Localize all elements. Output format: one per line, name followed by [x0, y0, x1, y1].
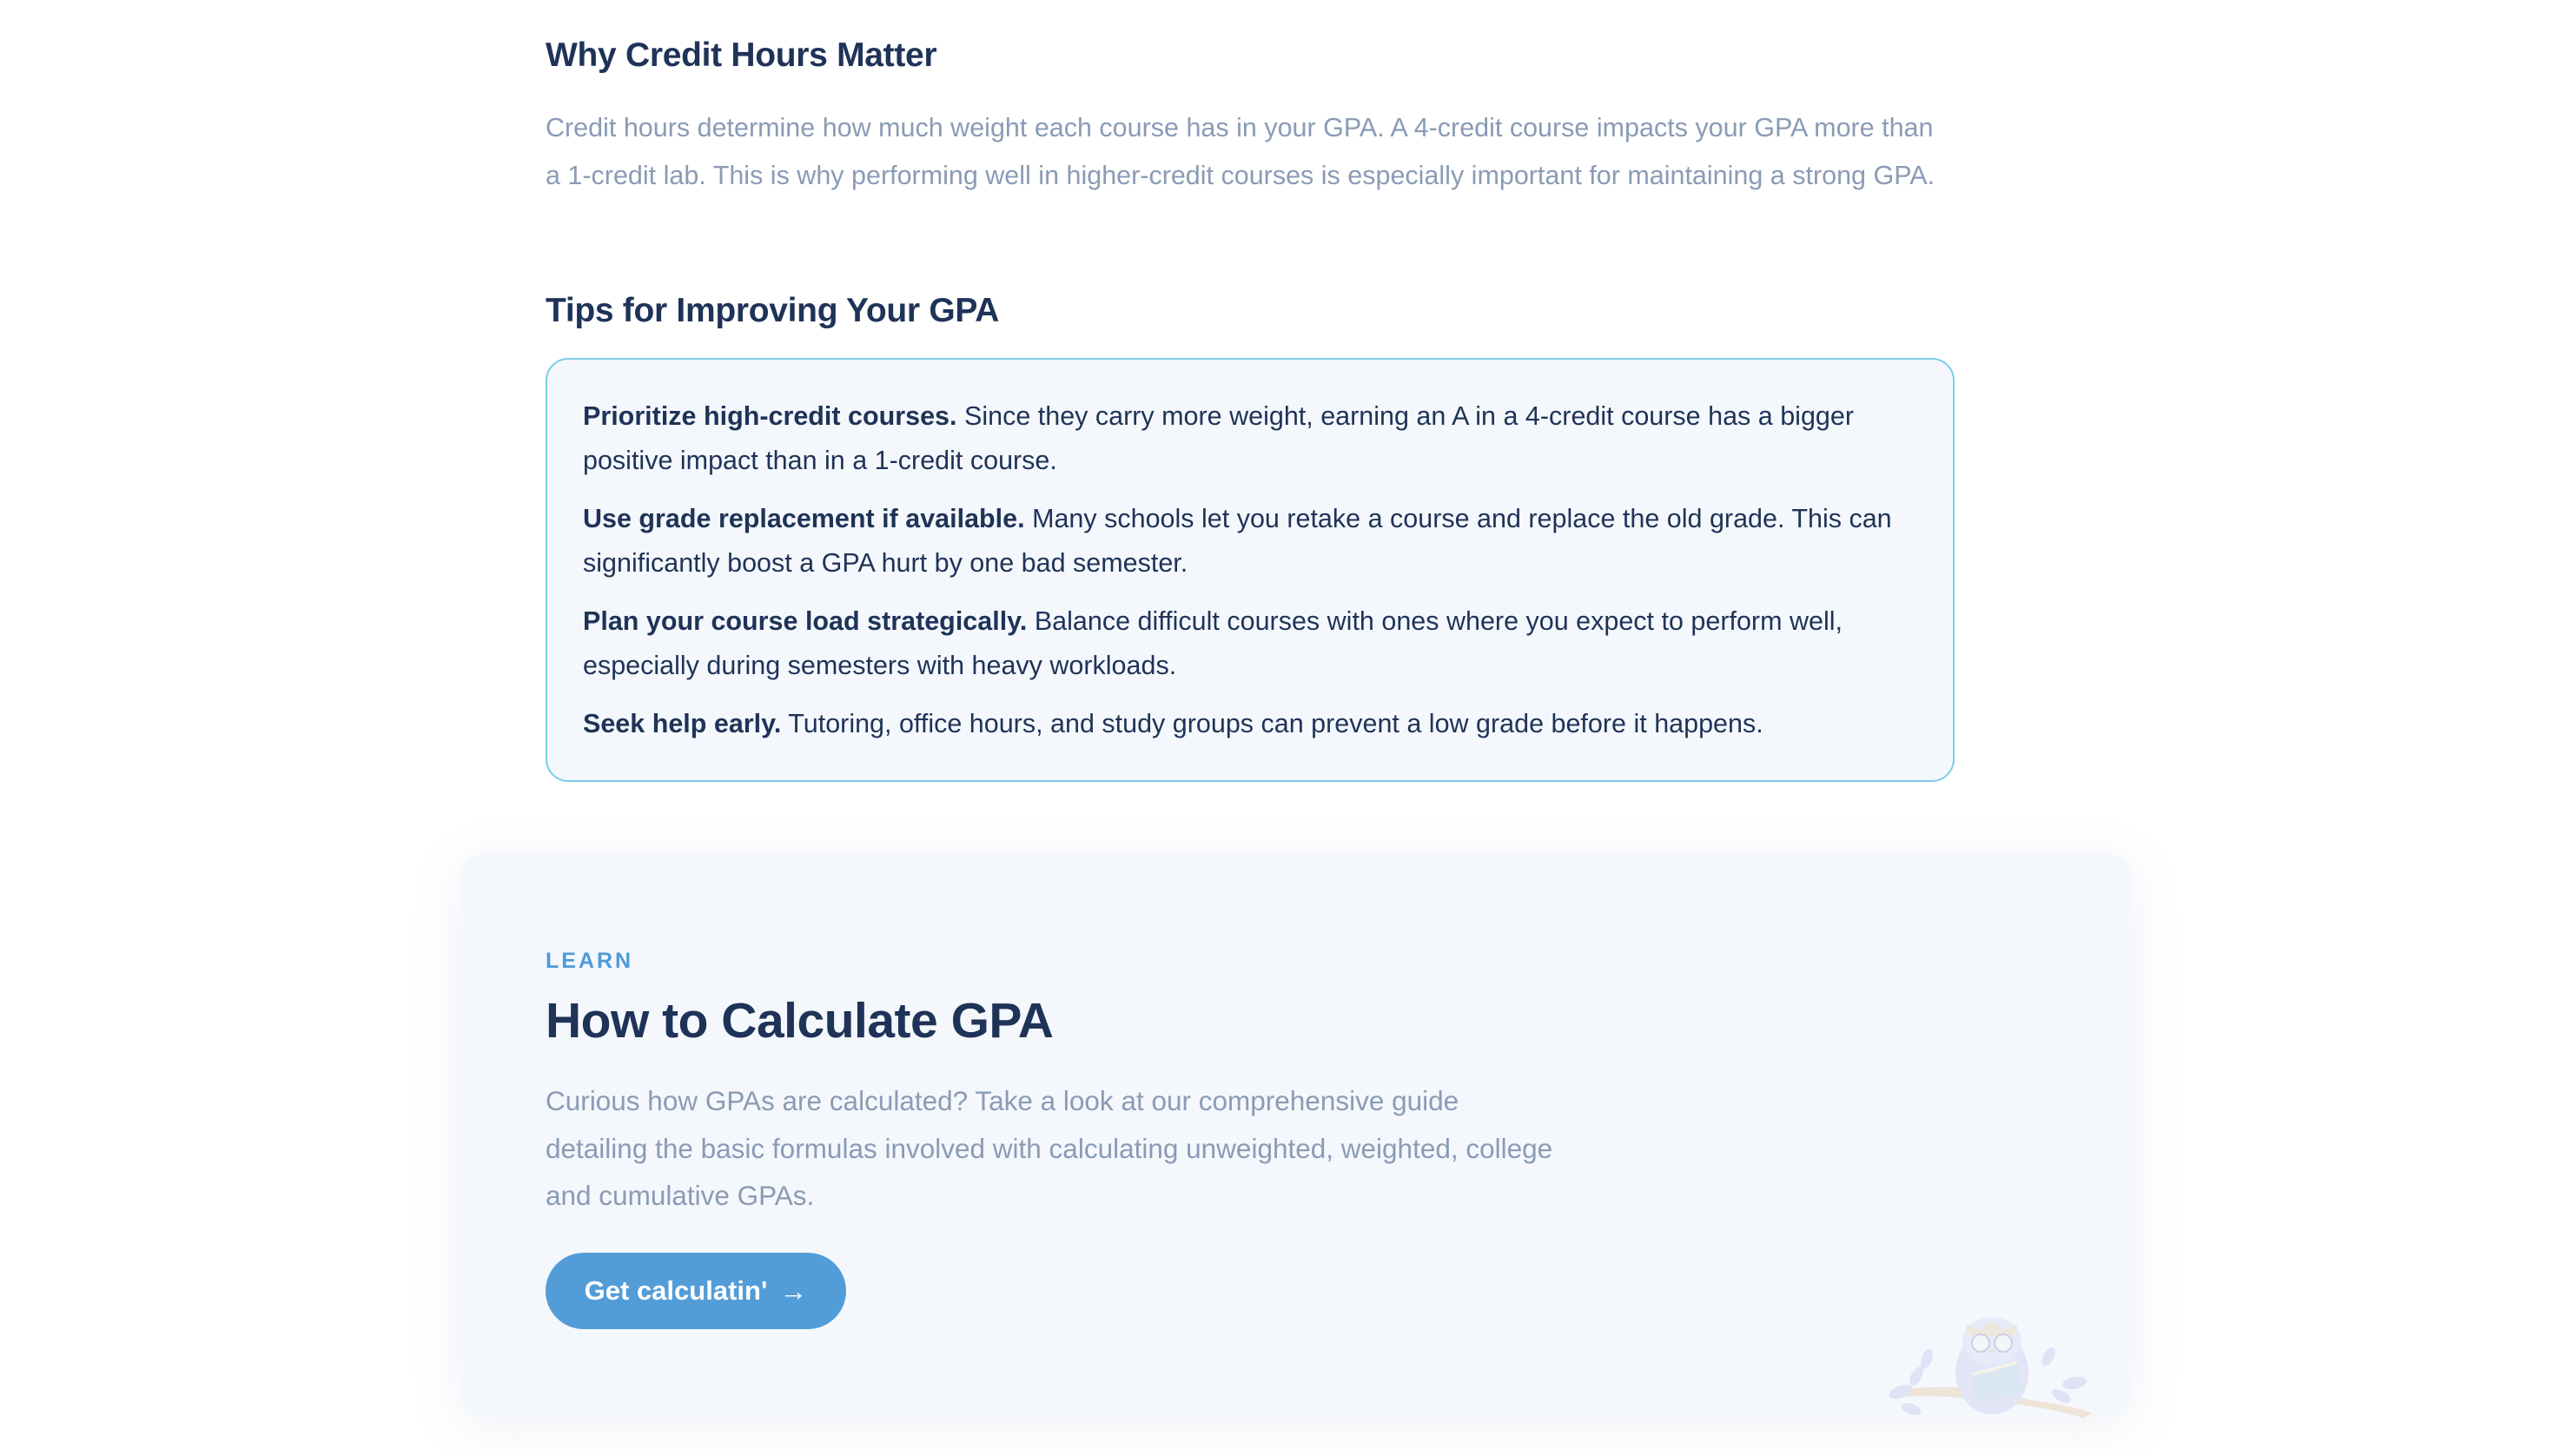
tip-body: Many schools let you retake a course and replace the old grade. This can significantly boost a GPA hurt by one bad semester. [583, 504, 1892, 578]
learn-eyebrow: LEARN [546, 949, 634, 973]
tip-item [583, 394, 1918, 483]
tip-item [583, 702, 1918, 746]
tip-title: Plan your course load strategically. [583, 606, 1028, 636]
credit-hours-paragraph: Credit hours determine how much weight each course has in your GPA. A 4-credit course impacts your GPA more than a 1-credit lab. This is why performing well in higher-credit courses is especially important for maintaining a strong GPA. [546, 113, 1935, 190]
owl-reading-book-icon [1875, 1305, 2109, 1418]
learn-card-title: How to Calculate GPA [546, 993, 1054, 1049]
tip-title: Use grade replacement if available. [583, 504, 1025, 533]
learn-card [460, 853, 2132, 1418]
tip-item [583, 497, 1918, 586]
button-label: Get calculatin' [584, 1275, 768, 1306]
tip-body: Balance difficult courses with ones where you expect to perform well, especially during semesters with heavy workloads. [583, 606, 1843, 680]
tip-item [583, 599, 1918, 688]
tips-box [546, 358, 1955, 782]
tips-heading: Tips for Improving Your GPA [546, 292, 1000, 329]
get-calculatin-button[interactable] [546, 1253, 846, 1329]
learn-card-description: Curious how GPAs are calculated? Take a look at our comprehensive guide detailing the basic formulas involved with calculating unweighted, weighted, college and cumulative GPAs. [546, 1085, 1553, 1212]
tip-title: Seek help early. [583, 709, 782, 738]
tip-body: Tutoring, office hours, and study groups can prevent a low grade before it happens. [788, 709, 1763, 738]
tip-body: Since they carry more weight, earning an A in a 4-credit course has a bigger positive impact than in a 1-credit course. [583, 401, 1854, 475]
credit-hours-heading: Why Credit Hours Matter [546, 36, 937, 74]
arrow-right-icon: → [779, 1274, 808, 1307]
tip-title: Prioritize high-credit courses. [583, 401, 957, 431]
